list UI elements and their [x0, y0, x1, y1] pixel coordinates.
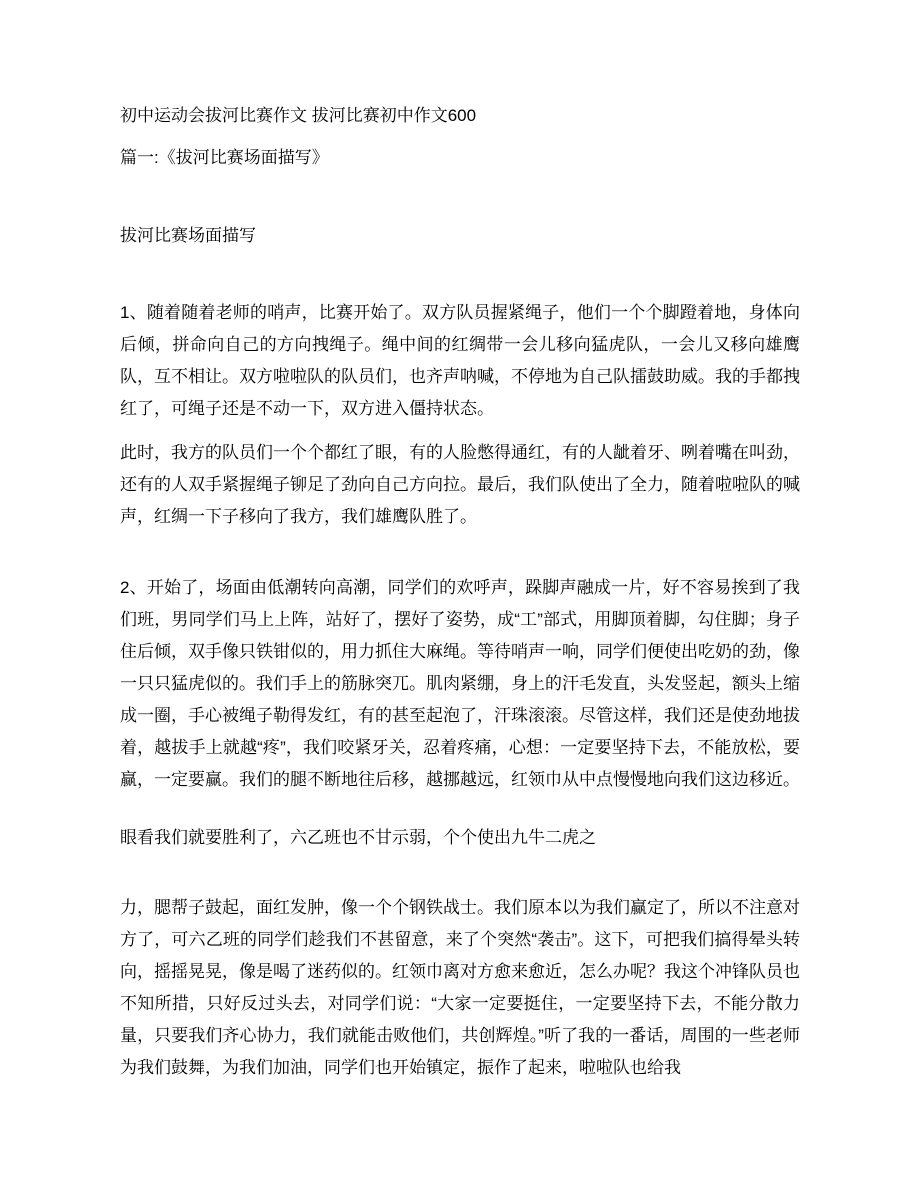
paragraph-2: 此时，我方的队员们一个个都红了眼，有的人脸憋得通红，有的人龇着牙、咧着嘴在叫劲，还有的人双手紧握绳子铆足了劲向自己方向拉。最后，我们队使出了全力，随着啦啦队的喊声，红绸一下子移向了我方，我们雄鹰队胜了。 [120, 443, 800, 526]
paragraph-1: 1、随着随着老师的哨声，比赛开始了。双方队员握紧绳子，他们一个个脚蹬着地，身体向后倾，拼命向自己的方向拽绳子。绳中间的红绸带一会儿移向猛虎队，一会儿又移向雄鹰队，互不相让。双方啦啦队的队员们，也齐声呐喊，不停地为自己队擂鼓助威。我的手都拽红了，可绳子还是不动一下，双方进入僵持状态。 [120, 303, 800, 418]
section-heading: 拔河比赛场面描写 [120, 226, 256, 245]
paragraph-3: 2、开始了，场面由低潮转向高潮，同学们的欢呼声，跺脚声融成一片，好不容易挨到了我们班，男同学们马上上阵，站好了，摆好了姿势，成“工”部式，用脚顶着脚，勾住脚；身子住后倾，双手像只铁钳似的，用力抓住大麻绳。等待哨声一响，同学们便使出吃奶的劲，像一只只猛虎似的。我们手上的筋脉突兀。肌肉紧绷，身上的汗毛发直，头发竖起，额头上缩成一圈，手心被绳子勒得发红，有的甚至起泡了，汗珠滚滚。尽管这样，我们还是使劲地拔着，越拔手上就越“疼”，我们咬紧牙关，忍着疼痛，心想：一定要坚持下去，不能放松，要赢，一定要赢。我们的腿不断地往后移，越挪越远，红领巾从中点慢慢地向我们这边移近。 [120, 578, 800, 789]
paragraph-4: 眼看我们就要胜利了，六乙班也不甘示弱，个个使出九牛二虎之 [120, 828, 596, 847]
document-title: 初中运动会拔河比赛作文 拔河比赛初中作文600 [120, 106, 477, 125]
paragraph-5: 力，腮帮子鼓起，面红发肿，像一个个钢铁战士。我们原本以为我们赢定了，所以不注意对方了，可六乙班的同学们趁我们不甚留意，来了个突然“袭击”。这下，可把我们搞得晕头转向，摇摇晃晃，像是喝了迷药似的。红领巾离对方愈来愈近，怎么办呢？我这个冲锋队员也不知所措，只好反过头去，对同学们说：“大家一定要挺住，一定要坚持下去，不能分散力量，只要我们齐心协力，我们就能击败他们，共创辉煌。”听了我的一番话，周围的一些老师为我们鼓舞，为我们加油，同学们也开始镇定，振作了起来，啦啦队也给我 [120, 898, 800, 1077]
part-heading: 篇一:《拔河比赛场面描写》 [120, 148, 329, 167]
